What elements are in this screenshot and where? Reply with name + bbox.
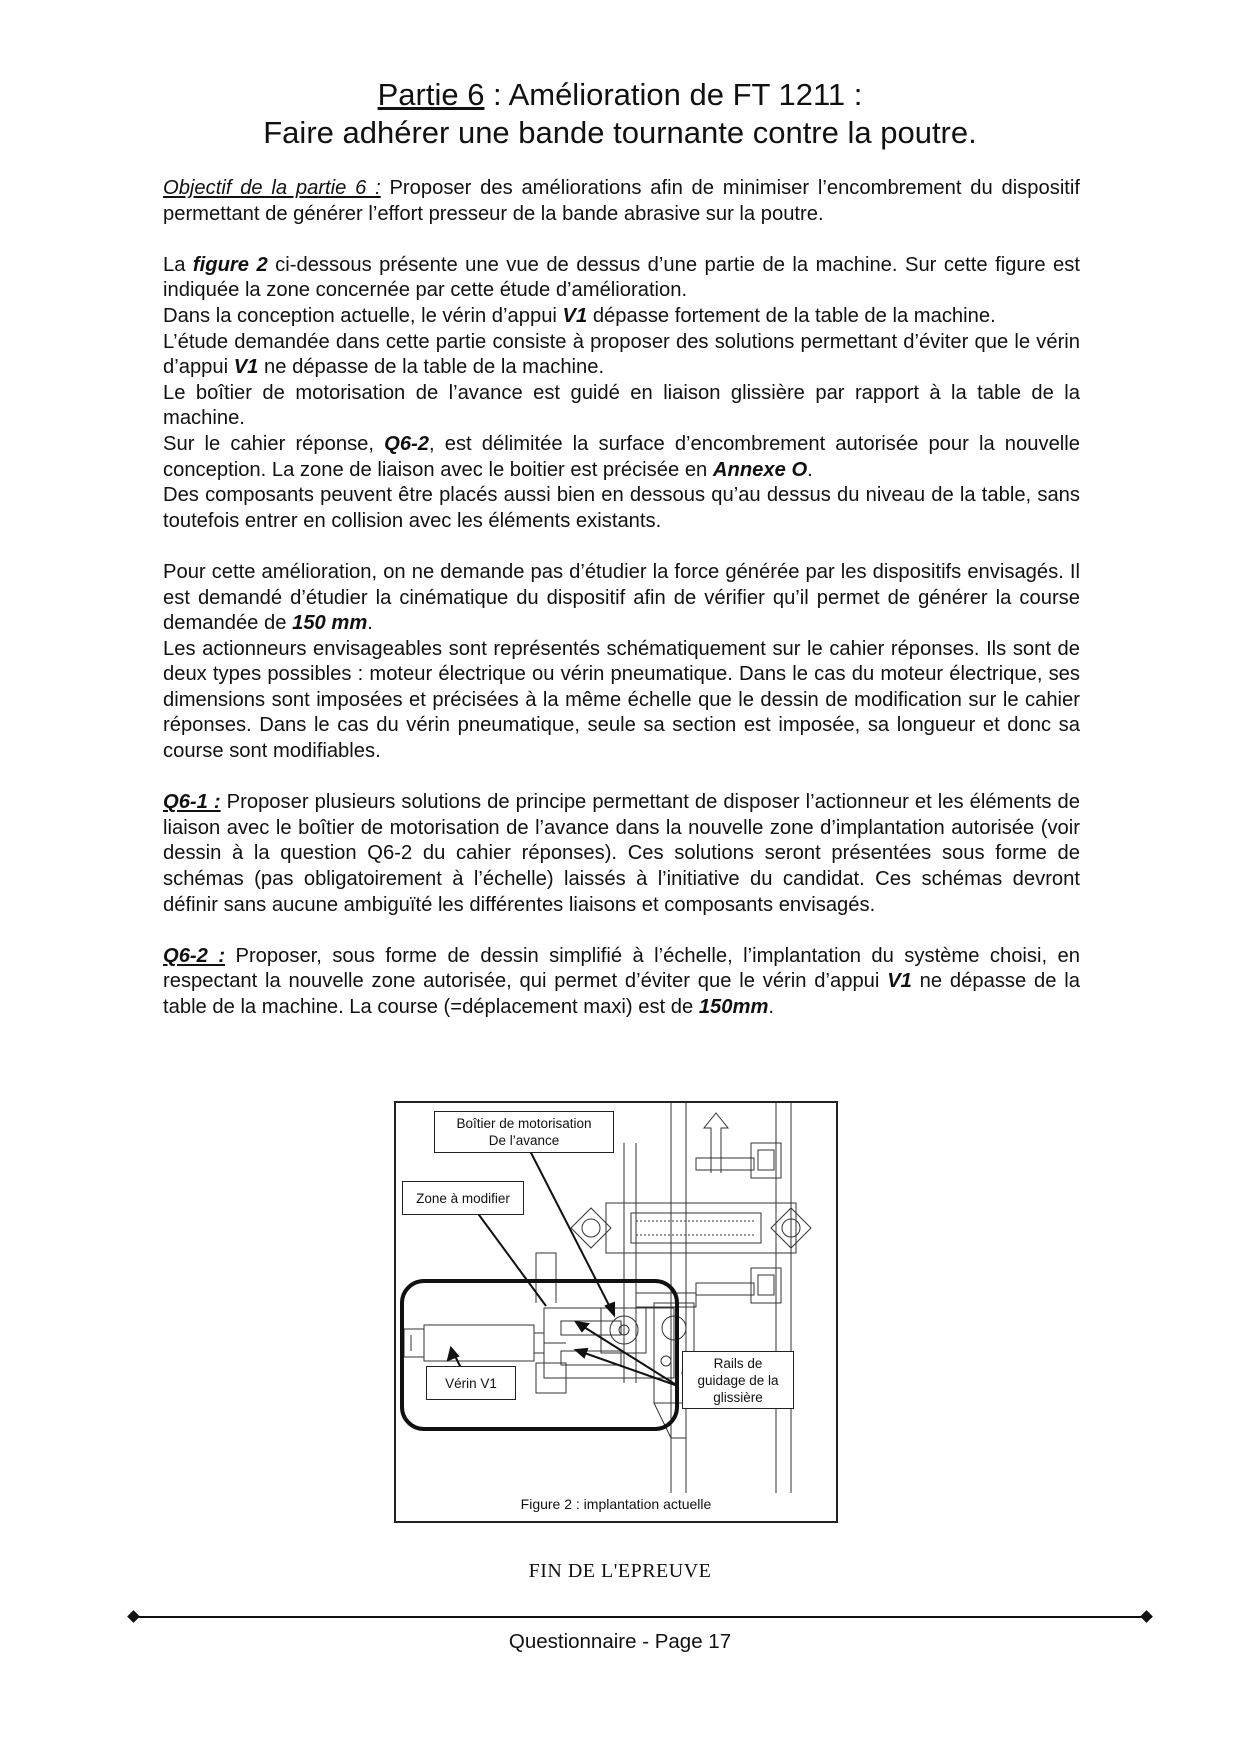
paragraph-answer-sheet: Sur le cahier réponse, Q6-2, est délimitée la surface d’encombrement autorisée pour la nouvelle conception. La zone de liaison avec le boitier est précisée en Annexe O. [163, 432, 1080, 481]
callout-zone: Zone à modifier [402, 1181, 524, 1215]
title-part: Partie 6 [377, 77, 485, 112]
question-label: Q6-1 : [163, 791, 221, 814]
paragraph-figure-intro: La figure 2 ci-dessous présente une vue de dessus d’une partie de la machine. Sur cette figure est indiquée la zone concernée par cette étude d’amélioration. [163, 253, 1080, 302]
question-label: Q6-2 : [163, 944, 226, 967]
title-rest: : Amélioration de FT 1211 : [484, 77, 863, 112]
footer-rule [132, 1616, 1152, 1618]
callout-verin: Vérin V1 [426, 1366, 516, 1400]
question-q6-1: Q6-1 : Proposer plusieurs solutions de principe permettant de disposer l’actionneur et les éléments de liaison avec le boîtier de motorisation de l’avance dans la nouvelle zone d’implantation autorisée (voir dessin à la question Q6-2 du cahier réponses). Ces solutions seront présentées sous forme de schémas (pas obligatoirement à l’échelle) laissés à l’initiative du candidat. Ces schémas devront définir sans aucune ambiguïté les différentes liaisons et composants envisagés. [163, 791, 1080, 916]
figure-2 [394, 1101, 838, 1523]
paragraph-actuators: Les actionneurs envisageables sont représentés schématiquement sur le cahier réponses. Ils sont de deux types possibles : moteur électrique ou vérin pneumatique. Dans le cas du moteur électrique, ses dimensions sont imposées et précisées à la même échelle que le dessin de modification sur le cahier réponses. Dans le cas du vérin pneumatique, seule sa section est imposée, sa longueur et donc sa course sont modifiables. [163, 637, 1080, 763]
paragraph-components: Des composants peuvent être placés aussi bien en dessous qu’au dessus du niveau de la table, sans toutefois entrer en collision avec les éléments existants. [163, 484, 1080, 532]
objective-paragraph: Objectif de la partie 6 : Proposer des améliorations afin de minimiser l’encombrement du dispositif permettant de générer l’effort presseur de la bande abrasive sur la poutre. [163, 177, 1081, 225]
machine-drawing [396, 1103, 836, 1521]
objective-label: Objectif de la partie 6 : [163, 177, 381, 199]
paragraph-study: L’étude demandée dans cette partie consiste à proposer des solutions permettant d’éviter que le vérin d’appui V1 ne dépasse de la table de la machine. [163, 330, 1080, 379]
end-text: FIN DE L'EPREUVE [528, 1560, 712, 1582]
callout-rails: Rails de guidage de la glissière [682, 1351, 794, 1409]
page-subtitle: Faire adhérer une bande tournante contre la poutre. [263, 115, 977, 150]
document-body [163, 176, 1080, 1021]
page-footer: Questionnaire - Page 17 [508, 1630, 732, 1653]
rule-right-diamond [1140, 1610, 1153, 1623]
paragraph-kinematics: Pour cette amélioration, on ne demande pas d’étudier la force générée par les dispositifs envisagés. Il est demandé d’étudier la cinématique du dispositif afin de vérifier qu’il permet de générer la course demandée de 150 mm. [163, 560, 1080, 635]
page-title [0, 76, 1240, 152]
question-q6-2: Q6-2 : Proposer, sous forme de dessin simplifié à l’échelle, l’implantation du système choisi, en respectant la nouvelle zone autorisée, qui permet d’éviter que le vérin d’appui V1 ne dépasse de la table de la machine. La course (=déplacement maxi) est de 150mm. [163, 944, 1080, 1018]
figure-caption: Figure 2 : implantation actuelle [520, 1496, 712, 1512]
paragraph-current-design: Dans la conception actuelle, le vérin d’appui V1 dépasse fortement de la table de la machine. [163, 304, 996, 327]
callout-boitier: Boîtier de motorisation De l’avance [434, 1111, 614, 1153]
paragraph-guidance: Le boîtier de motorisation de l’avance est guidé en liaison glissière par rapport à la table de la machine. [163, 381, 1080, 430]
rule-left-diamond [127, 1610, 140, 1623]
